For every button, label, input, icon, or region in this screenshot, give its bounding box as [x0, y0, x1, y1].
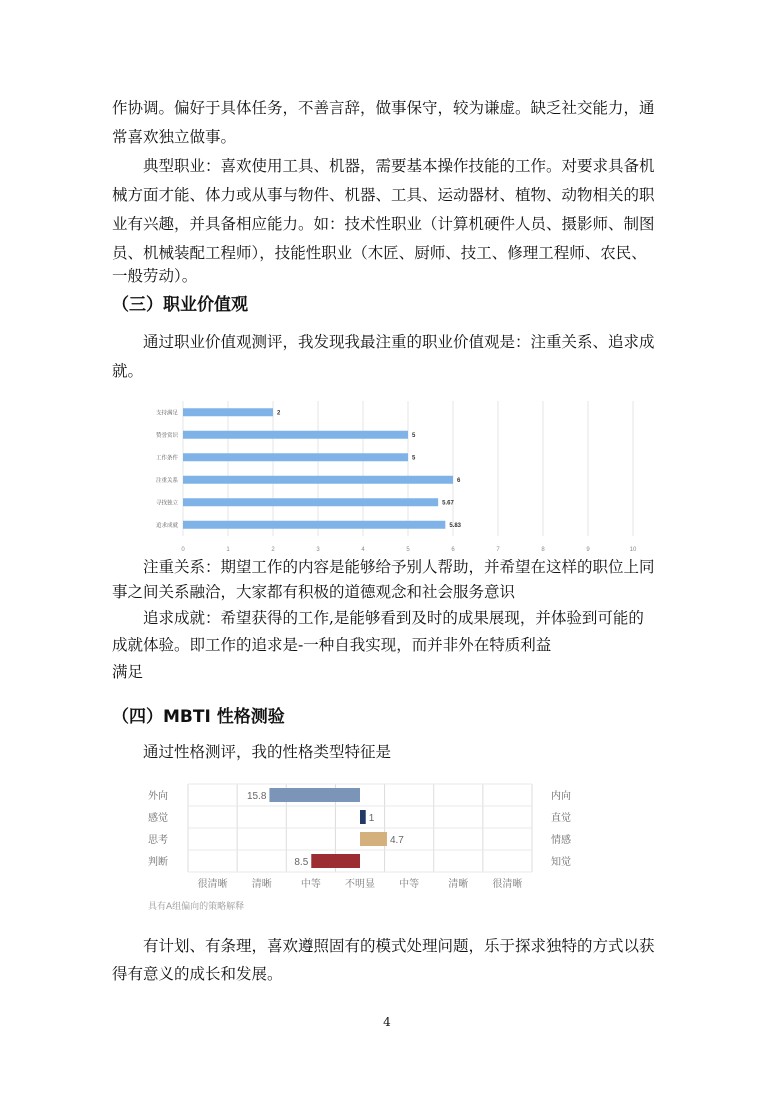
paragraph-line: 员、机械装配工程师），技能性职业（木匠、厨师、技工、修理工程师、农民、 [112, 244, 647, 262]
paragraph-line: 成就体验。即工作的追求是-一种自我实现，而并非外在特质利益 [112, 636, 552, 654]
bar [360, 832, 387, 846]
category-label: 追求成就 [155, 522, 178, 529]
bar-value-label: 4.7 [389, 835, 404, 846]
right-trait-label: 知觉 [551, 857, 571, 868]
paragraph-line: 满足 [112, 663, 144, 681]
x-tick-label: 7 [496, 547, 500, 553]
category-label: 寻找独立 [155, 500, 178, 507]
bar-value-label: 6 [457, 477, 461, 484]
x-tick-label: 6 [451, 547, 455, 553]
x-tick-label: 清晰 [251, 879, 272, 890]
bar [269, 788, 360, 802]
x-tick-label: 2 [271, 547, 275, 553]
paragraph-line: 有计划、有条理，喜欢遵照固有的模式处理问题，乐于探求独特的方式以获 [112, 937, 655, 955]
partial-caption: 具有A组偏向的策略解释 [148, 902, 245, 912]
bar [183, 431, 408, 439]
x-tick-label: 很清晰 [492, 879, 523, 890]
x-tick-label: 4 [361, 547, 365, 553]
category-label: 注重关系 [155, 477, 178, 484]
category-label: 支持满足 [155, 410, 178, 417]
x-tick-label: 3 [316, 547, 320, 553]
paragraph-line: 一般劳动）。 [112, 267, 198, 285]
bar-value-label: 5.83 [449, 522, 462, 529]
right-trait-label: 内向 [551, 791, 571, 802]
x-tick-label: 5 [406, 547, 410, 553]
paragraph-line: 通过性格测评，我的性格类型特征是 [112, 743, 392, 761]
bar-value-label: 2 [277, 410, 281, 417]
x-tick-label: 9 [586, 547, 590, 553]
x-tick-label: 1 [226, 547, 230, 553]
paragraph-line: 追求成就：希望获得的工作,是能够看到及时的成果展现，并体验到可能的 [112, 609, 644, 627]
x-tick-label: 中等 [300, 879, 321, 890]
paragraph-line: 注重关系：期望工作的内容是能够给予别人帮助，并希望在这样的职位上同 [112, 558, 655, 576]
left-trait-label: 外向 [148, 791, 168, 802]
category-label: 工作条件 [155, 455, 178, 462]
bar-value-label: 1 [368, 813, 375, 824]
x-tick-label: 8 [541, 547, 545, 553]
bar [183, 476, 453, 484]
paragraph-line: 作协调。偏好于具体任务，不善言辞，做事保守，较为谦虚。缺乏社交能力，通 [112, 99, 655, 117]
left-trait-label: 思考 [148, 835, 168, 846]
section-heading-values: （三）职业价值观 [112, 295, 248, 315]
x-tick-label: 很清晰 [197, 879, 228, 890]
bar-value-label: 5 [412, 455, 416, 462]
section-heading-mbti: （四）MBTI 性格测验 [112, 707, 285, 727]
mbti-chart [140, 778, 595, 912]
bar-value-label: 15.8 [246, 791, 267, 802]
category-label: 赞誉赏识 [155, 432, 178, 439]
paragraph-line: 典型职业：喜欢使用工具、机器，需要基本操作技能的工作。对要求具备机 [112, 157, 655, 175]
paragraph-line: 通过职业价值观测评，我发现我最注重的职业价值观是：注重关系、追求成 [112, 333, 655, 351]
career-values-chart [140, 395, 640, 553]
paragraph-line: 业有兴趣，并具备相应能力。如：技术性职业（计算机硬件人员、摄影师、制图 [112, 215, 655, 233]
bar-value-label: 5.67 [442, 500, 454, 507]
bar-value-label: 5 [412, 432, 416, 439]
paragraph-line: 得有意义的成长和发展。 [112, 965, 283, 983]
paragraph-line: 械方面才能、体力或从事与物件、机器、工具、运动器材、植物、动物相关的职 [112, 186, 655, 204]
x-tick-label: 清晰 [448, 879, 469, 890]
left-trait-label: 判断 [148, 857, 168, 868]
right-trait-label: 情感 [551, 835, 571, 846]
bar [183, 498, 438, 506]
paragraph-line: 就。 [112, 362, 144, 380]
left-trait-label: 感觉 [148, 813, 168, 824]
paragraph-line: 事之间关系融洽，大家都有积极的道德观念和社会服务意识 [112, 583, 516, 601]
x-tick-label: 0 [181, 547, 185, 553]
x-tick-label: 不明显 [345, 879, 375, 890]
bar [183, 453, 408, 461]
bar-value-label: 8.5 [294, 857, 309, 868]
bar [183, 408, 273, 416]
paragraph-line: 常喜欢独立做事。 [112, 128, 237, 146]
bar [311, 854, 360, 868]
x-tick-label: 10 [629, 547, 637, 553]
page-number: 4 [383, 1015, 391, 1029]
bar [183, 521, 445, 529]
right-trait-label: 直觉 [551, 813, 571, 824]
bar [360, 810, 366, 824]
x-tick-label: 中等 [399, 879, 420, 890]
